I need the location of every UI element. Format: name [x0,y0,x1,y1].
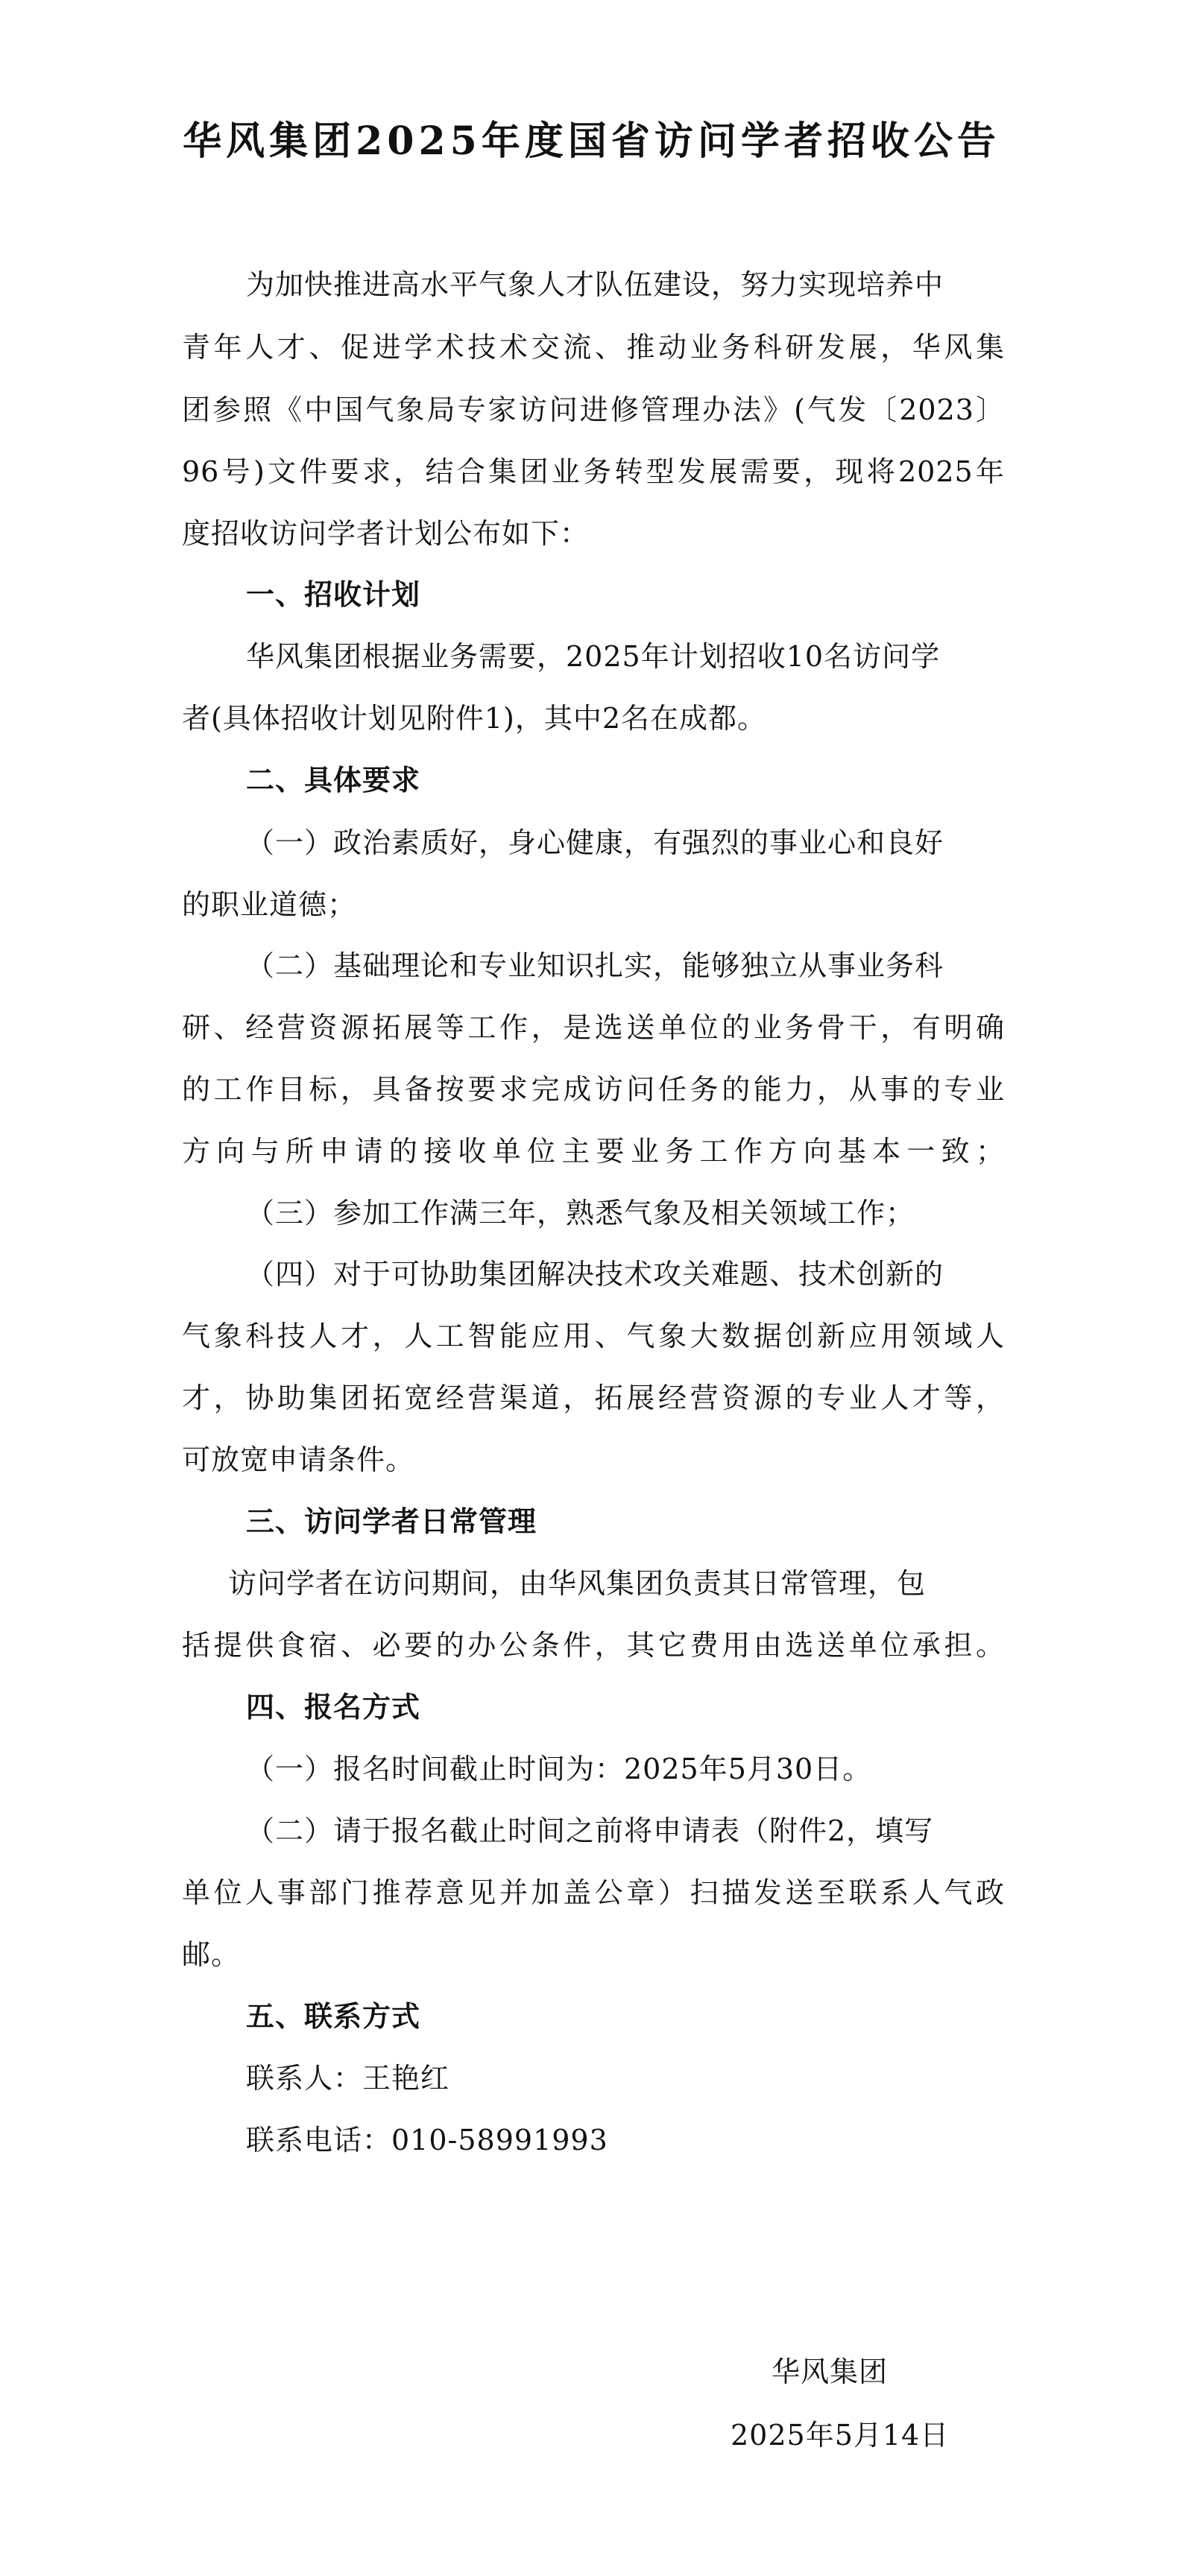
section-heading-management: 三、访问学者日常管理 [246,1504,537,1538]
section-heading-requirements: 二、具体要求 [246,763,421,797]
registration-line: 单位人事部门推荐意见并加盖公章）扫描发送至联系人气政 [182,1876,1005,1909]
intro-line: 青年人才、促进学术技术交流、推动业务科研发展，华风集 [182,331,1005,364]
contact-person: 联系人：王艳红 [246,2062,450,2095]
requirement-line: （四）对于可协助集团解决技术攻关难题、技术创新的 [246,1258,944,1291]
requirement-line: 气象科技人才，人工智能应用、气象大数据创新应用领域人 [182,1320,1005,1352]
intro-line: 团参照《中国气象局专家访问进修管理办法》(气发〔2023〕 [182,393,1005,426]
requirement-line: （三）参加工作满三年，熟悉气象及相关领域工作； [246,1197,915,1230]
contact-phone: 联系电话：010-58991993 [246,2124,608,2156]
requirement-line: 研、经营资源拓展等工作，是选送单位的业务骨干，有明确 [182,1011,1005,1044]
requirement-line: 才，协助集团拓宽经营渠道，拓展经营资源的专业人才等， [182,1382,1005,1414]
document-title: 华风集团2025年度国省访问学者招收公告 [183,118,1000,164]
requirement-line: 方向与所申请的接收单位主要业务工作方向基本一致； [182,1135,1005,1168]
registration-line: （一）报名时间截止时间为：2025年5月30日。 [246,1753,872,1785]
intro-line: 为加快推进高水平气象人才队伍建设，努力实现培养中 [246,268,944,301]
requirement-line: 可放宽申请条件。 [182,1443,415,1476]
section-heading-contact: 五、联系方式 [246,1999,421,2033]
registration-line: 邮。 [182,1938,241,1971]
requirement-line: （二）基础理论和专业知识扎实，能够独立从事业务科 [246,949,944,982]
issue-date: 2025年5月14日 [731,2419,950,2452]
issuer-signature: 华风集团 [772,2355,889,2388]
section-heading-plan: 一、招收计划 [246,577,421,611]
plan-line: 者(具体招收计划见附件1)，其中2名在成都。 [182,702,767,735]
intro-line: 度招收访问学者计划公布如下： [182,517,590,550]
management-line: 访问学者在访问期间，由华风集团负责其日常管理，包 [228,1567,927,1600]
intro-line: 96号)文件要求，结合集团业务转型发展需要，现将2025年 [182,455,1005,488]
management-line: 括提供食宿、必要的办公条件，其它费用由选送单位承担。 [182,1629,1005,1662]
registration-line: （二）请于报名截止时间之前将申请表（附件2，填写 [246,1814,934,1847]
requirement-line: （一）政治素质好，身心健康，有强烈的事业心和良好 [246,826,944,859]
requirement-line: 的职业道德； [182,888,357,921]
plan-line: 华风集团根据业务需要，2025年计划招收10名访问学 [246,640,941,673]
section-heading-registration: 四、报名方式 [246,1690,421,1724]
requirement-line: 的工作目标，具备按要求完成访问任务的能力，从事的专业 [182,1073,1005,1106]
